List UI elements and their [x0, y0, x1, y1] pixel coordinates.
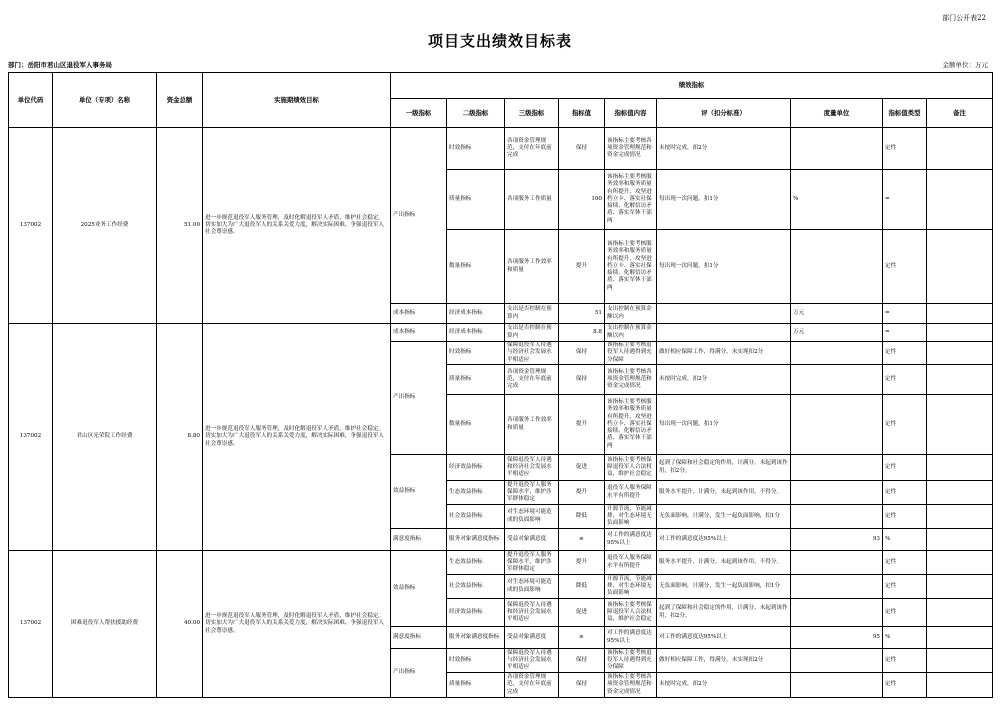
header-goal: 实施期绩效目标 — [203, 73, 391, 128]
value-cell: 提升 — [559, 551, 605, 575]
content-cell: 该指标主要考核退役军人待遇得到充分保障 — [605, 649, 657, 673]
level3-cell: 保障退役军人待遇和经济社会发展水平相适应 — [505, 599, 559, 627]
note-cell — [927, 575, 993, 599]
header-level3: 三级指标 — [505, 99, 559, 128]
score-cell — [657, 304, 791, 324]
level3-cell: 各项资金管理规范，支付在年底前完成 — [505, 128, 559, 170]
measure-cell — [791, 455, 883, 481]
note-cell — [927, 365, 993, 395]
project-name-cell: 君山区光荣院工作经费 — [53, 324, 157, 551]
content-cell: 该指标主要考核退役军人待遇得到充分保障 — [605, 342, 657, 365]
header-value: 指标值 — [559, 99, 605, 128]
level3-cell: 受益对象满意度 — [505, 529, 559, 551]
measure-cell — [791, 649, 883, 673]
level1-cell: 产出指标 — [391, 128, 447, 304]
header-score: 评（扣分标准） — [657, 99, 791, 128]
measure-cell — [791, 342, 883, 365]
score-cell: 每出现一次问题，扣1分 — [657, 230, 791, 304]
page-title: 项目支出绩效目标表 — [427, 32, 572, 50]
value-cell: ≥ — [559, 627, 605, 649]
level1-cell: 成本指标 — [391, 304, 447, 324]
level3-cell: 各项服务工作质量 — [505, 170, 559, 230]
table-row — [9, 324, 993, 342]
level2-cell: 经济效益指标 — [447, 599, 505, 627]
type-cell: 定性 — [883, 673, 927, 698]
value-cell: 8.8 — [559, 324, 605, 342]
unit-code-cell: 137002 — [9, 324, 53, 551]
note-cell — [927, 304, 993, 324]
score-cell: 做好相应保障工作，得满分，未实现扣2分 — [657, 342, 791, 365]
score-cell: 起到了保障和社会稳定的作用，计满分，未起到该作用，扣2分。 — [657, 455, 791, 481]
goal-cell: 进一步规范退役军人服务管理，及时化解退役军人矛盾，维护社会稳定。切实加大为广大退役军人的关系关爱力度，解决实际困难，争强退役军人社会尊崇感。 — [203, 551, 391, 698]
type-cell: 定性 — [883, 230, 927, 304]
score-cell: 每出现一次问题，扣1分 — [657, 170, 791, 230]
value-cell: 100 — [559, 170, 605, 230]
project-name-cell: 困难退役军人帮扶援助经费 — [53, 551, 157, 698]
type-cell: % — [883, 627, 927, 649]
value-cell: 促进 — [559, 455, 605, 481]
measure-cell — [791, 505, 883, 529]
value-cell: 保持 — [559, 365, 605, 395]
score-cell: 每出现一次问题，扣1分 — [657, 395, 791, 455]
type-cell: 定性 — [883, 455, 927, 481]
measure-cell — [791, 673, 883, 698]
content-cell: 该指标主要考核服务效率和服务质量有所提升，攻坚进档立卡、落实社保接续、化解信访矛盾、落实军休干部两 — [605, 170, 657, 230]
measure-cell — [791, 395, 883, 455]
content-cell: 支出控制在预算金额以内 — [605, 304, 657, 324]
value-cell: 51 — [559, 304, 605, 324]
measure-cell: 万元 — [791, 324, 883, 342]
header-performance: 绩效指标 — [391, 73, 993, 99]
measure-cell — [791, 365, 883, 395]
note-cell — [927, 342, 993, 365]
score-cell: 做好相应保障工作，得满分，未实现扣2分 — [657, 649, 791, 673]
measure-cell: 93 — [791, 529, 883, 551]
content-cell: 该指标主要考核保障退役军人合法权益，维护社会稳定 — [605, 455, 657, 481]
level3-cell: 支出是否控制在预算内 — [505, 324, 559, 342]
level1-cell: 满意度指标 — [391, 627, 447, 649]
performance-table — [8, 72, 993, 698]
header-amount: 资金总额 — [157, 73, 203, 128]
type-cell: 定性 — [883, 481, 927, 505]
amount-cell: 51.00 — [157, 128, 203, 324]
header-type: 指标值类型 — [883, 99, 927, 128]
level3-cell: 支出是否控制在预算内 — [505, 304, 559, 324]
type-cell: = — [883, 304, 927, 324]
value-cell: 提升 — [559, 481, 605, 505]
level1-cell: 成本指标 — [391, 324, 447, 342]
score-cell: 服务水平提升，计满分，未起到该作用，不得分。 — [657, 481, 791, 505]
type-cell: = — [883, 170, 927, 230]
level3-cell: 保障退役军人待遇与经济社会发展水平相适应 — [505, 649, 559, 673]
level2-cell: 质量指标 — [447, 170, 505, 230]
note-cell — [927, 324, 993, 342]
score-cell: 未按时完成，扣2分 — [657, 673, 791, 698]
table-body — [9, 128, 993, 698]
score-cell: 服务水平提升，计满分，未起到该作用，不得分。 — [657, 551, 791, 575]
level3-cell: 各项资金管理规范，支付在年底前完成 — [505, 673, 559, 698]
measure-cell — [791, 128, 883, 170]
level2-cell: 经济成本指标 — [447, 304, 505, 324]
type-cell: 定性 — [883, 575, 927, 599]
note-cell — [927, 673, 993, 698]
note-cell — [927, 505, 993, 529]
measure-cell — [791, 575, 883, 599]
level2-cell: 时效指标 — [447, 649, 505, 673]
measure-cell: 万元 — [791, 304, 883, 324]
department-label: 部门：岳阳市君山区退役军人事务局 — [8, 61, 112, 69]
value-cell: 促进 — [559, 599, 605, 627]
value-cell: 保持 — [559, 128, 605, 170]
level2-cell: 经济效益指标 — [447, 455, 505, 481]
goal-cell: 进一步规范退役军人服务管理，及时化解退役军人矛盾，维护社会稳定。切实加大为广大退役军人的关系关爱力度，解决实际困难，争强退役军人社会尊崇感。 — [203, 324, 391, 551]
level1-cell: 效益指标 — [391, 551, 447, 627]
type-cell: % — [883, 529, 927, 551]
level2-cell: 服务对象满意度指标 — [447, 627, 505, 649]
level3-cell: 保障退役军人待遇与经济社会发展水平相适应 — [505, 342, 559, 365]
type-cell: 定性 — [883, 505, 927, 529]
level2-cell: 时效指标 — [447, 128, 505, 170]
value-cell: ≥ — [559, 529, 605, 551]
content-cell: 该指标主要考核服务效率和服务质量有所提升，攻坚进档立卡、落实社保接续、化解信访矛盾、落实军休干部两 — [605, 230, 657, 304]
note-cell — [927, 627, 993, 649]
note-cell — [927, 170, 993, 230]
value-cell: 保持 — [559, 649, 605, 673]
score-cell: 对工作的满意度达95%以上 — [657, 529, 791, 551]
level2-cell: 服务对象满意度指标 — [447, 529, 505, 551]
score-cell: 未按时完成，扣2分 — [657, 365, 791, 395]
score-cell: 未按时完成，扣2分 — [657, 128, 791, 170]
level3-cell: 对生态环境可能造成的负面影响 — [505, 575, 559, 599]
content-cell: 退役军人服务保障水平有所提升 — [605, 481, 657, 505]
type-cell: 定性 — [883, 128, 927, 170]
type-cell: 定性 — [883, 395, 927, 455]
value-cell: 保持 — [559, 673, 605, 698]
note-cell — [927, 481, 993, 505]
content-cell: 对工作的满意度达95%以上 — [605, 627, 657, 649]
value-cell: 降低 — [559, 575, 605, 599]
measure-cell: % — [791, 170, 883, 230]
level3-cell: 各项服务工作效率和质量 — [505, 230, 559, 304]
note-cell — [927, 551, 993, 575]
level2-cell: 生态效益指标 — [447, 481, 505, 505]
level3-cell: 对生态环境可能造成的负面影响 — [505, 505, 559, 529]
header-note: 备注 — [927, 99, 993, 128]
type-cell: 定性 — [883, 551, 927, 575]
type-cell: 定性 — [883, 599, 927, 627]
value-cell: 提升 — [559, 395, 605, 455]
measure-cell — [791, 230, 883, 304]
note-cell — [927, 395, 993, 455]
type-cell: 定性 — [883, 342, 927, 365]
score-cell — [657, 324, 791, 342]
level2-cell: 社会效益指标 — [447, 575, 505, 599]
level3-cell: 各项资金管理规范，支付在年底前完成 — [505, 365, 559, 395]
form-code: 部门公开表22 — [942, 14, 986, 22]
type-cell: = — [883, 324, 927, 342]
table-row — [9, 551, 993, 575]
table-row — [9, 128, 993, 170]
project-name-cell: 2025业务工作经费 — [53, 128, 157, 324]
content-cell: 对工作的满意度达95%以上 — [605, 529, 657, 551]
level2-cell: 社会效益指标 — [447, 505, 505, 529]
content-cell: 开源节流，节能减排，对生态环境无负面影响 — [605, 575, 657, 599]
measure-cell — [791, 481, 883, 505]
header-level2: 二级指标 — [447, 99, 505, 128]
score-cell: 起到了保障和社会稳定的作用，计满分，未起到该作用，扣2分。 — [657, 599, 791, 627]
header-unit-code: 单位代码 — [9, 73, 53, 128]
level2-cell: 生态效益指标 — [447, 551, 505, 575]
content-cell: 该指标主要考核保障退役军人合法权益，维护社会稳定 — [605, 599, 657, 627]
level3-cell: 提升退役军人服务保障水平，维护涉军群体稳定 — [505, 551, 559, 575]
note-cell — [927, 649, 993, 673]
header-content: 指标值内容 — [605, 99, 657, 128]
score-cell: 无负面影响，计满分，发生一起负面影响，扣1分 — [657, 505, 791, 529]
level2-cell: 数量指标 — [447, 395, 505, 455]
level1-cell: 产出指标 — [391, 342, 447, 455]
header-project-name: 单位（专项）名称 — [53, 73, 157, 128]
content-cell: 退役军人服务保障水平有所提升 — [605, 551, 657, 575]
content-cell: 该指标主要考核各项资金管理规范和资金完成情况 — [605, 128, 657, 170]
level3-cell: 保障退役军人待遇和经济社会发展水平相适应 — [505, 455, 559, 481]
value-cell: 保持 — [559, 342, 605, 365]
level1-cell: 效益指标 — [391, 455, 447, 529]
level2-cell: 时效指标 — [447, 342, 505, 365]
level2-cell: 质量指标 — [447, 365, 505, 395]
note-cell — [927, 455, 993, 481]
note-cell — [927, 230, 993, 304]
currency-unit-label: 金额单位：万元 — [942, 61, 988, 69]
score-cell: 对工作的满意度达95%以上 — [657, 627, 791, 649]
level3-cell: 提升退役军人服务保障水平，维护涉军群体稳定 — [505, 481, 559, 505]
score-cell: 无负面影响，计满分，发生一起负面影响，扣1分 — [657, 575, 791, 599]
header-measure: 度量单位 — [791, 99, 883, 128]
header-level1: 一级指标 — [391, 99, 447, 128]
measure-cell — [791, 599, 883, 627]
content-cell: 该指标主要考核各项资金管理规范和资金完成情况 — [605, 673, 657, 698]
level1-cell: 满意度指标 — [391, 529, 447, 551]
type-cell: 定性 — [883, 365, 927, 395]
content-cell: 该指标主要考核各项资金管理规范和资金完成情况 — [605, 365, 657, 395]
content-cell: 支出控制在预算金额以内 — [605, 324, 657, 342]
note-cell — [927, 599, 993, 627]
level2-cell: 质量指标 — [447, 673, 505, 698]
unit-code-cell: 137002 — [9, 551, 53, 698]
unit-code-cell: 137002 — [9, 128, 53, 324]
level3-cell: 各项服务工作效率和质量 — [505, 395, 559, 455]
content-cell: 该指标主要考核服务效率和服务质量有所提升，攻坚进档立卡、落实社保接续、化解信访矛盾、落实军休干部两 — [605, 395, 657, 455]
goal-cell: 进一步规范退役军人服务管理，及时化解退役军人矛盾，维护社会稳定。切实加大为广大退役军人的关系关爱力度，解决实际困难，争强退役军人社会尊崇感。 — [203, 128, 391, 324]
measure-cell: 95 — [791, 627, 883, 649]
level2-cell: 数量指标 — [447, 230, 505, 304]
type-cell: 定性 — [883, 649, 927, 673]
note-cell — [927, 529, 993, 551]
value-cell: 提升 — [559, 230, 605, 304]
content-cell: 开源节流，节能减排，对生态环境无负面影响 — [605, 505, 657, 529]
level1-cell: 产出指标 — [391, 649, 447, 698]
amount-cell: 8.80 — [157, 324, 203, 551]
value-cell: 降低 — [559, 505, 605, 529]
measure-cell — [791, 551, 883, 575]
amount-cell: 40.00 — [157, 551, 203, 698]
note-cell — [927, 128, 993, 170]
level2-cell: 经济成本指标 — [447, 324, 505, 342]
level3-cell: 受益对象满意度 — [505, 627, 559, 649]
